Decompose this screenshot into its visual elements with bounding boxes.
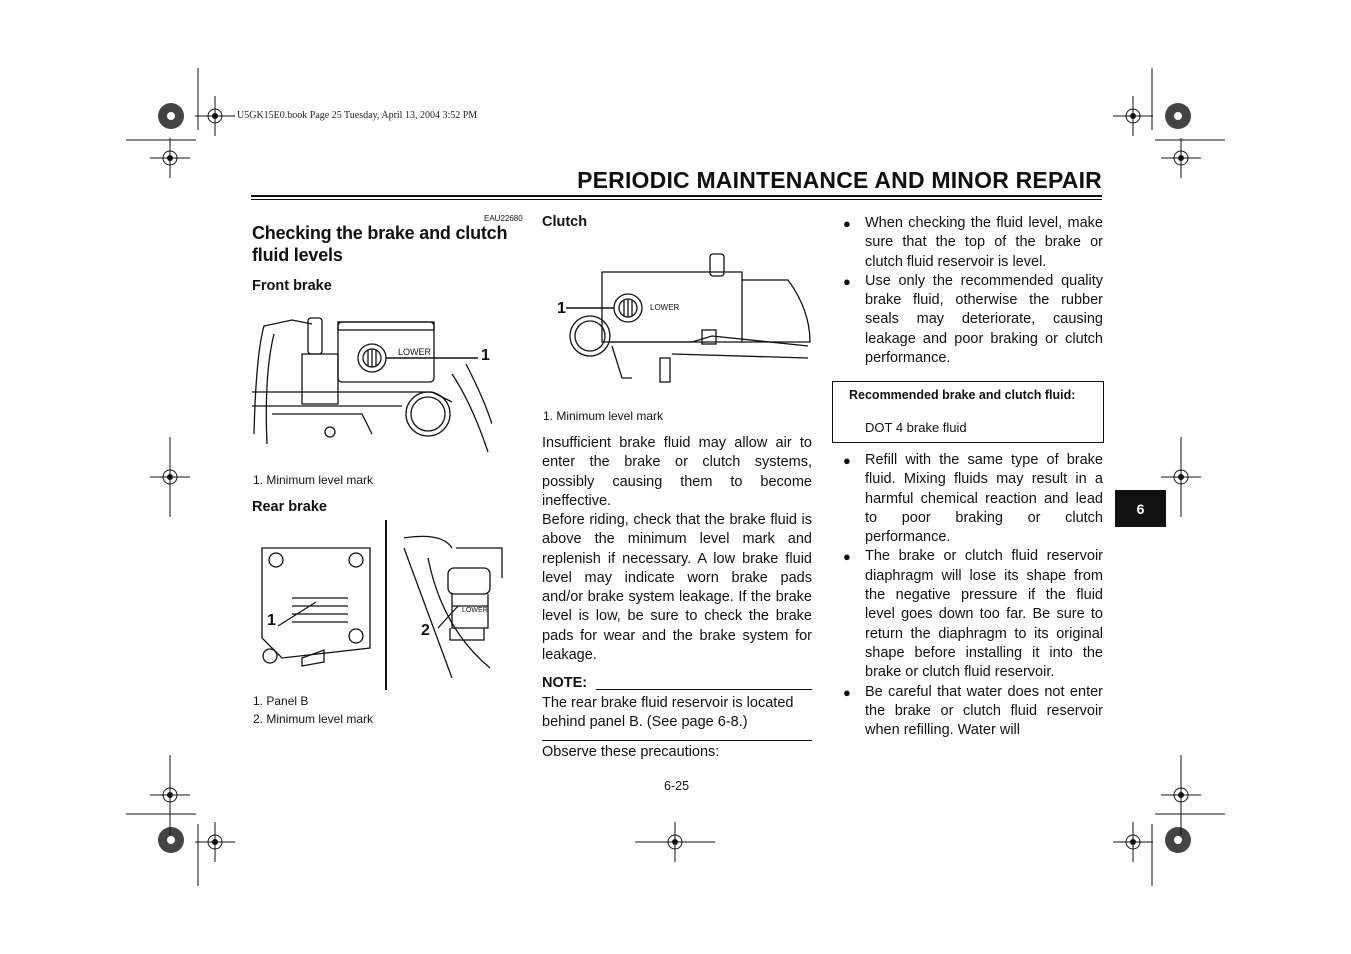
crosshair-icon bbox=[1161, 755, 1201, 835]
list-item: ● Be careful that water does not enter the brake or clutch fluid reservoir when refilling. Water will bbox=[843, 683, 1103, 739]
paragraph-insufficient-fluid: Insufficient brake fluid may allow air to enter the brake or clutch systems, possibly causing them to become ineffective. bbox=[542, 435, 812, 509]
clutch-callout-1: 1 bbox=[557, 300, 566, 317]
crosshair-icon bbox=[150, 755, 190, 835]
crosshair-icon bbox=[195, 96, 235, 136]
chapter-tab: 6 bbox=[1115, 490, 1166, 527]
precautions-text: Observe these precautions: bbox=[542, 744, 720, 760]
bullet-icon: ● bbox=[843, 549, 851, 565]
note-rule bbox=[596, 689, 812, 690]
recommended-fluid-box bbox=[832, 381, 1104, 443]
chapter-title: PERIODIC MAINTENANCE AND MINOR REPAIR bbox=[577, 167, 1102, 193]
front-brake-heading: Front brake bbox=[252, 278, 332, 294]
print-info: U5GK15E0.book Page 25 Tuesday, April 13, 2004 3:52 PM bbox=[237, 110, 478, 121]
rear-brake-figure bbox=[252, 518, 516, 693]
list-item: ● Refill with the same type of brake fluid. Mixing fluids may result in a harmful chemical reaction and lead to poor braking or clutch performance. bbox=[843, 452, 1103, 546]
crosshair-icon bbox=[1113, 96, 1153, 136]
list-item: ● The brake or clutch fluid reservoir diaphragm will lose its shape from the negative pressure if the fluid level goes down too far. Be sure to return the diaphragm to its original shape before installing it into the brake or clutch fluid reservoir. bbox=[843, 548, 1103, 681]
rear-brake-caption-2: 2. Minimum level mark bbox=[253, 712, 374, 726]
crosshair-icon bbox=[635, 822, 715, 862]
front-brake-figure bbox=[252, 314, 492, 454]
crosshair-icon bbox=[1161, 437, 1201, 517]
rear-brake-caption-1: 1. Panel B bbox=[253, 694, 309, 708]
crosshair-icon bbox=[150, 437, 190, 517]
bullet-icon: ● bbox=[843, 216, 851, 231]
header-rule bbox=[251, 195, 1102, 197]
rear-brake-callout-1: 1 bbox=[267, 612, 276, 629]
rear-brake-heading: Rear brake bbox=[252, 499, 327, 515]
section-title: Checking the brake and clutch fluid levels bbox=[252, 223, 508, 265]
bullet-icon: ● bbox=[843, 273, 851, 289]
front-brake-callout-1: 1 bbox=[481, 347, 490, 364]
note-text: The rear brake fluid reservoir is located behind panel B. (See page 6-8.) bbox=[542, 695, 794, 731]
page-number: 6-25 bbox=[664, 779, 690, 793]
crosshair-icon bbox=[1161, 138, 1201, 178]
rear-brake-lower-label: LOWER bbox=[462, 607, 488, 614]
paragraph-before-riding: Before riding, check that the brake fluid is above the minimum level mark and replenish if necessary. A low brake fluid level may indicate worn brake pads and/or brake system leakage. If the brake level is low, be sure to check the brake pads for wear and the brake system for leakage. bbox=[542, 512, 812, 664]
clutch-figure bbox=[542, 250, 812, 390]
crosshair-icon bbox=[1113, 822, 1153, 862]
recommended-fluid-value: DOT 4 brake fluid bbox=[865, 420, 967, 435]
crosshair-icon bbox=[150, 138, 190, 178]
list-item: ● Use only the recommended quality brake fluid, otherwise the rubber seals may deteriorate, causing leakage and poor braking or clutch performance. bbox=[843, 272, 1103, 367]
list-item: ● When checking the fluid level, make sure that the top of the brake or clutch fluid reservoir is level. bbox=[843, 215, 1103, 270]
note-label: NOTE: bbox=[542, 675, 588, 691]
rear-brake-callout-2: 2 bbox=[421, 622, 430, 639]
bullet-list-bottom bbox=[843, 451, 1103, 740]
bullet-icon: ● bbox=[843, 684, 851, 700]
front-brake-caption: 1. Minimum level mark bbox=[253, 473, 374, 487]
clutch-lower-label: LOWER bbox=[650, 303, 680, 312]
clutch-heading: Clutch bbox=[542, 214, 588, 230]
front-brake-lower-label: LOWER bbox=[398, 347, 432, 357]
section-code: EAU22680 bbox=[484, 214, 523, 223]
recommended-fluid-heading: Recommended brake and clutch fluid: bbox=[849, 388, 1076, 402]
clutch-caption: 1. Minimum level mark bbox=[543, 409, 664, 423]
crosshair-icon bbox=[195, 822, 235, 862]
note-end-rule bbox=[542, 740, 812, 741]
bullet-list-top bbox=[843, 214, 1103, 368]
header-rule-thin bbox=[251, 199, 1102, 200]
bullet-icon: ● bbox=[843, 453, 851, 468]
